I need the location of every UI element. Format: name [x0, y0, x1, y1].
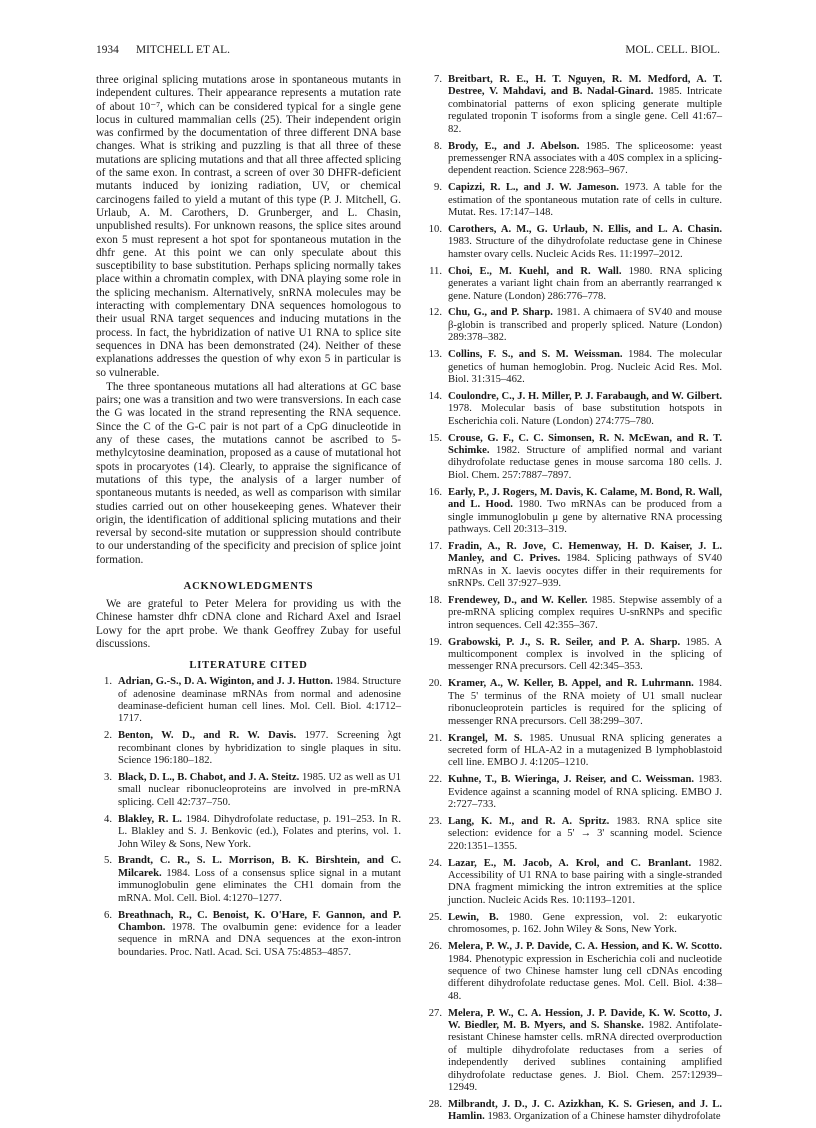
reference-item [426, 74, 722, 136]
reference-number: 9. [434, 182, 442, 194]
reference-text: 1973. A table for the estimation of the spontaneous mutation rate of cells in culture. Mutat. Res. 17:147–148. [448, 182, 723, 219]
reference-number: 10. [428, 223, 442, 235]
reference-text: 1985. Stepwise assembly of a pre-mRNA splicing complex requires U-snRNPs and specific intron sequences. Cell 42:355–367. [448, 594, 722, 631]
reference-number: 16. [428, 486, 442, 498]
reference-text: 1982. Structure of amplified normal and variant dihydrofolate reductase genes in mouse sarcoma 180 cells. J. Biol. Chem. 257:7887–7897. [448, 444, 722, 481]
right-column [426, 74, 722, 1128]
reference-item [96, 772, 401, 809]
reference-number: 2. [104, 730, 112, 742]
reference-item [96, 814, 401, 851]
reference-authors: Black, D. L., B. Chabot, and J. A. Steitz. [118, 772, 300, 784]
reference-authors: Capizzi, R. L., and J. W. Jameson. [448, 182, 619, 194]
reference-text: 1977. Screening λgt recombinant clones by hybridization to single plaques in situ. Science 196:180–182. [118, 730, 402, 767]
reference-number: 21. [428, 732, 442, 744]
reference-item [426, 141, 722, 178]
reference-item [426, 391, 722, 428]
reference-authors: Collins, F. S., and S. M. Weissman. [448, 349, 623, 361]
reference-text: 1985. Unusual RNA splicing generates a secreted form of HLA-A2 in a mutagenized B lymphoblastoid cell line. EMBO J. 4:1205–1210. [448, 732, 722, 769]
reference-text: 1985. A multicomponent complex is involved in the splicing of messenger RNA precursors. Cell 42:345–353. [448, 636, 722, 673]
reference-item [426, 912, 722, 937]
reference-number: 14. [428, 390, 442, 402]
reference-item [426, 595, 722, 632]
reference-number: 4. [104, 813, 112, 825]
reference-authors: Frendewey, D., and W. Keller. [448, 594, 588, 606]
reference-item [96, 910, 401, 960]
reference-text: 1984. Loss of a consensus splice signal in a mutant immunoglobulin gene eliminates the CH1 domain from the mRNA. Mol. Cell. Biol. 4:1270–1277. [118, 867, 401, 904]
reference-number: 7. [434, 74, 442, 85]
reference-authors: Crouse, G. F., C. C. Simonsen, R. N. McEwan, and R. T. Schimke. [448, 432, 722, 456]
reference-number: 18. [428, 594, 442, 606]
running-authors: MITCHELL ET AL. [136, 44, 230, 56]
reference-number: 27. [428, 1007, 442, 1019]
reference-number: 6. [104, 909, 112, 921]
reference-authors: Milbrandt, J. D., J. C. Azizkhan, K. S. Griesen, and J. L. Hamlin. [448, 1098, 722, 1123]
reference-text: 1984. The molecular genetics of human hemoglobin. Prog. Nucleic Acid Res. Mol. Biol. 31:315–462. [448, 349, 722, 385]
reference-text: 1980. Gene expression, vol. 2: eukaryotic chromosomes, p. 162. John Wiley & Sons, New York. [448, 911, 722, 936]
reference-number: 12. [428, 307, 442, 319]
literature-cited-heading: LITERATURE CITED [189, 660, 308, 672]
reference-number: 25. [428, 911, 442, 923]
reference-number: 15. [428, 432, 442, 444]
left-column [96, 74, 401, 964]
reference-number: 8. [434, 140, 442, 152]
reference-text: 1983. RNA splice site selection: evidence for a 5' → 3' scanning model. Science 220:1351–1355. [448, 815, 722, 852]
reference-authors: Melera, P. W., C. A. Hession, J. P. Davide, K. W. Scotto, J. W. Biedler, M. B. Myers, and S. Shanske. [448, 1007, 722, 1032]
reference-list-right [426, 74, 722, 1124]
page-number: 1934 [96, 44, 119, 56]
reference-text: 1978. The ovalbumin gene: evidence for a leader sequence in mRNA and DNA sequences at the exon-intron boundaries. Proc. Natl. Acad. Sci. USA 75:4853–4857. [118, 921, 401, 958]
reference-item [426, 433, 722, 483]
reference-item [426, 266, 722, 303]
reference-item [426, 182, 722, 219]
reference-authors: Breathnach, R., C. Benoist, K. O'Hare, F. Gannon, and P. Chambon. [118, 909, 401, 933]
reference-number: 22. [428, 774, 442, 786]
reference-list-left [96, 676, 401, 959]
reference-authors: Choi, E., M. Kuehl, and R. Wall. [448, 265, 622, 277]
reference-authors: Carothers, A. M., G. Urlaub, N. Ellis, and L. A. Chasin. [448, 223, 722, 235]
reference-text: 1980. Two mRNAs can be produced from a single immunoglobulin μ gene by alternative RNA processing pathways. Cell 20:313–319. [448, 499, 722, 535]
reference-authors: Coulondre, C., J. H. Miller, P. J. Farabaugh, and W. Gilbert. [448, 390, 722, 402]
reference-item [426, 541, 722, 591]
acknowledgments-text: We are grateful to Peter Melera for providing us with the Chinese hamster dhfr cDNA clone and Richard Axel and Israel Lowy for the aprt probe. We thank Geoffrey Zubay for useful discussions. [96, 597, 401, 650]
reference-number: 20. [428, 678, 442, 690]
reference-text: 1982. Accessibility of U1 RNA to base pairing with a single-stranded DNA fragment mimicking the intron extremities at the splice junction. Nucleic Acids Res. 10:1193–1201. [448, 857, 722, 906]
reference-authors: Brandt, C. R., S. L. Morrison, B. K. Birshtein, and C. Milcarek. [118, 855, 401, 879]
reference-authors: Kramer, A., W. Keller, B. Appel, and R. Luhrmann. [448, 678, 694, 690]
running-header [96, 44, 720, 60]
reference-number: 5. [104, 855, 112, 867]
reference-number: 3. [104, 772, 112, 784]
reference-authors: Lang, K. M., and R. A. Spritz. [448, 815, 610, 827]
reference-item [96, 730, 401, 767]
reference-text: 1984. Dihydrofolate reductase, p. 191–253. In R. L. Blakley and S. J. Benkovic (ed.), Folates and pterins, vol. 1. John Wiley & Sons, New York. [118, 813, 401, 850]
reference-item [426, 941, 722, 1003]
reference-item [96, 676, 401, 726]
reference-authors: Krangel, M. S. [448, 732, 523, 744]
reference-item [426, 349, 722, 386]
reference-item [426, 733, 722, 770]
reference-number: 23. [428, 815, 442, 827]
reference-number: 24. [428, 857, 442, 869]
reference-item [426, 678, 722, 728]
reference-text: 1981. A chimaera of SV40 and mouse β-globin is transcribed and properly spliced. Nature (London) 289:378–382. [448, 307, 722, 344]
reference-text: 1983. Evidence against a scanning model of RNA splicing. EMBO J. 2:727–733. [448, 774, 722, 811]
reference-number: 11. [429, 265, 442, 277]
reference-text: 1984. Phenotypic expression in Escherichia coli and nucleotide sequence of two Chinese hamster lung cell cDNAs encoding different dihydrofolate reductase genes. Mol. Cell. Biol. 4:38–48. [448, 953, 722, 1002]
reference-item [426, 774, 722, 811]
body-paragraph-2: The three spontaneous mutations all had alterations at GC base pairs; one was a transition and two were transversions. In each case the G was located in the strand representing the RNA sequence. Since the C of the G-C pair is not part of a CpG dinucleotide in any of these cases, the mutations cannot be ascribed to 5-methylcytosine deamination, proposed as a cause of mutational hot spots in procaryotes (14). Clearly, to appraise the significance of mutations of this type, the analysis of a larger number of spontaneous mutants is needed, as well as comparison with similar studies carried out on other housekeeping genes. Whatever their origin, the identification of additional splicing mutations and their reversal by second-site mutation or suppression should contribute to our understanding of the specificity and precision of splice joint formation. [96, 380, 401, 566]
reference-authors: Early, P., J. Rogers, M. Davis, K. Calame, M. Bond, R. Wall, and L. Hood. [448, 486, 722, 511]
reference-item [426, 816, 722, 853]
reference-text: 1980. RNA splicing generates a variant light chain from an aberrantly rearranged κ gene. Nature (London) 286:776–778. [448, 265, 722, 302]
body-paragraph-1: three original splicing mutations arose in spontaneous mutants in independent cultures. Their appearance represents a mutation rate of about 10⁻⁷, which can be considered typical for a single gene locus in cultured mammalian cells (25). Their independent origin was confirmed by the documentation of three different DNA base changes. What is striking and puzzling is that all three of these mutations are splicing mutations and that all three affected splicing of the same exon. In contrast, a screen of over 30 DHFR-deficient mutants induced by ionizing radiation, UV, or chemical carcinogens failed to yield a mutant of this type (P. J. Mitchell, G. Urlaub, A. M. Carothers, D. Grunberger, and L. Chasin, unpublished results). For unknown reasons, the splice sites around exon 5 must represent a hot spot for spontaneous mutation in the dhfr gene. At this point we can only speculate about this susceptibility to base substitution. Perhaps splicing normally takes place within a chromatin complex, with DNA playing some role in the splicing mechanism. Alternatively, snRNA molecules may be interacting with complementary DNA sequences homologous to their usual RNA target sequences and inducing mutations in the process. In fact, the hybridization of native U1 RNA to splice site sequences in DNA has been demonstrated (24). Neither of these explanations addresses the question of why exon 5 in particular is so vulnerable. [96, 74, 401, 379]
reference-item [426, 224, 722, 261]
reference-text: 1984. Splicing pathways of SV40 mRNAs in X. laevis oocytes differ in their requirements for snRNPs. Cell 37:927–939. [448, 553, 723, 590]
reference-item [426, 1008, 722, 1095]
reference-authors: Kuhne, T., B. Wieringa, J. Reiser, and C. Weissman. [448, 774, 695, 786]
reference-authors: Brody, E., and J. Abelson. [448, 140, 580, 152]
reference-authors: Benton, W. D., and R. W. Davis. [118, 730, 297, 742]
reference-authors: Melera, P. W., J. P. Davide, C. A. Hession, and K. W. Scotto. [448, 941, 722, 953]
reference-text: 1985. The spliceosome: yeast premessenger RNA associates with a 40S complex in a splicing-dependent reaction. Science 228:963–967. [448, 140, 722, 177]
reference-authors: Breitbart, R. E., H. T. Nguyen, R. M. Medford, A. T. Destree, V. Mahdavi, and B. Nadal-Ginard. [448, 74, 722, 98]
reference-text: 1983. Structure of the dihydrofolate reductase gene in Chinese hamster ovary cells. Nucleic Acids Res. 11:1997–2012. [448, 236, 722, 260]
reference-item [426, 487, 722, 537]
reference-text: 1985. Intricate combinatorial patterns of exon splicing generate multiple regulated troponin T isoforms from a single gene. Cell 41:67–82. [448, 86, 722, 135]
reference-number: 1. [104, 676, 112, 688]
reference-authors: Fradin, A., R. Jove, C. Hemenway, H. D. Kaiser, J. L. Manley, and C. Prives. [448, 540, 722, 565]
reference-number: 26. [428, 941, 442, 953]
reference-item [426, 858, 722, 908]
reference-text: 1984. Structure of adenosine deaminase mRNAs from normal and adenosine deaminase-deficient human cell lines. Mol. Cell. Biol. 4:1712–1717. [118, 676, 401, 725]
reference-number: 19. [428, 636, 442, 648]
reference-authors: Lazar, E., M. Jacob, A. Krol, and C. Branlant. [448, 857, 692, 869]
reference-item [426, 307, 722, 344]
reference-item [426, 637, 722, 674]
reference-text: 1983. Organization of a Chinese hamster dihydrofolate [487, 1111, 721, 1123]
reference-item [96, 855, 401, 905]
reference-authors: Adrian, G.-S., D. A. Wiginton, and J. J. Hutton. [118, 676, 333, 688]
reference-number: 17. [428, 540, 442, 552]
reference-authors: Chu, G., and P. Sharp. [448, 307, 553, 319]
reference-number: 28. [428, 1098, 442, 1110]
reference-authors: Lewin, B. [448, 911, 499, 923]
reference-text: 1985. U2 as well as U1 small nuclear ribonucleoproteins are involved in pre-mRNA splicing. Cell 42:737–750. [118, 772, 401, 808]
acknowledgments-heading: ACKNOWLEDGMENTS [183, 580, 314, 592]
reference-item [426, 1099, 722, 1124]
journal-name: MOL. CELL. BIOL. [625, 44, 720, 56]
reference-text: 1984. The 5' terminus of the RNA moiety of U1 small nuclear ribonucleoprotein particles is required for the splicing of messenger RNA precursors. Cell 38:299–307. [448, 678, 722, 727]
reference-text: 1978. Molecular basis of base substitution hotspots in Escherichia coli. Nature (London) 274:775–780. [448, 403, 722, 427]
reference-authors: Grabowski, P. J., S. R. Seiler, and P. A. Sharp. [448, 636, 681, 648]
reference-authors: Blakley, R. L. [118, 813, 182, 825]
reference-text: 1982. Antifolate-resistant Chinese hamster cells. mRNA directed overproduction of multiple dihydrofolate reductases from a series of independently derived sublines containing amplified dihydrofolate reductase genes. J. Biol. Chem. 257:12939–12949. [448, 1020, 722, 1094]
reference-number: 13. [428, 349, 442, 361]
